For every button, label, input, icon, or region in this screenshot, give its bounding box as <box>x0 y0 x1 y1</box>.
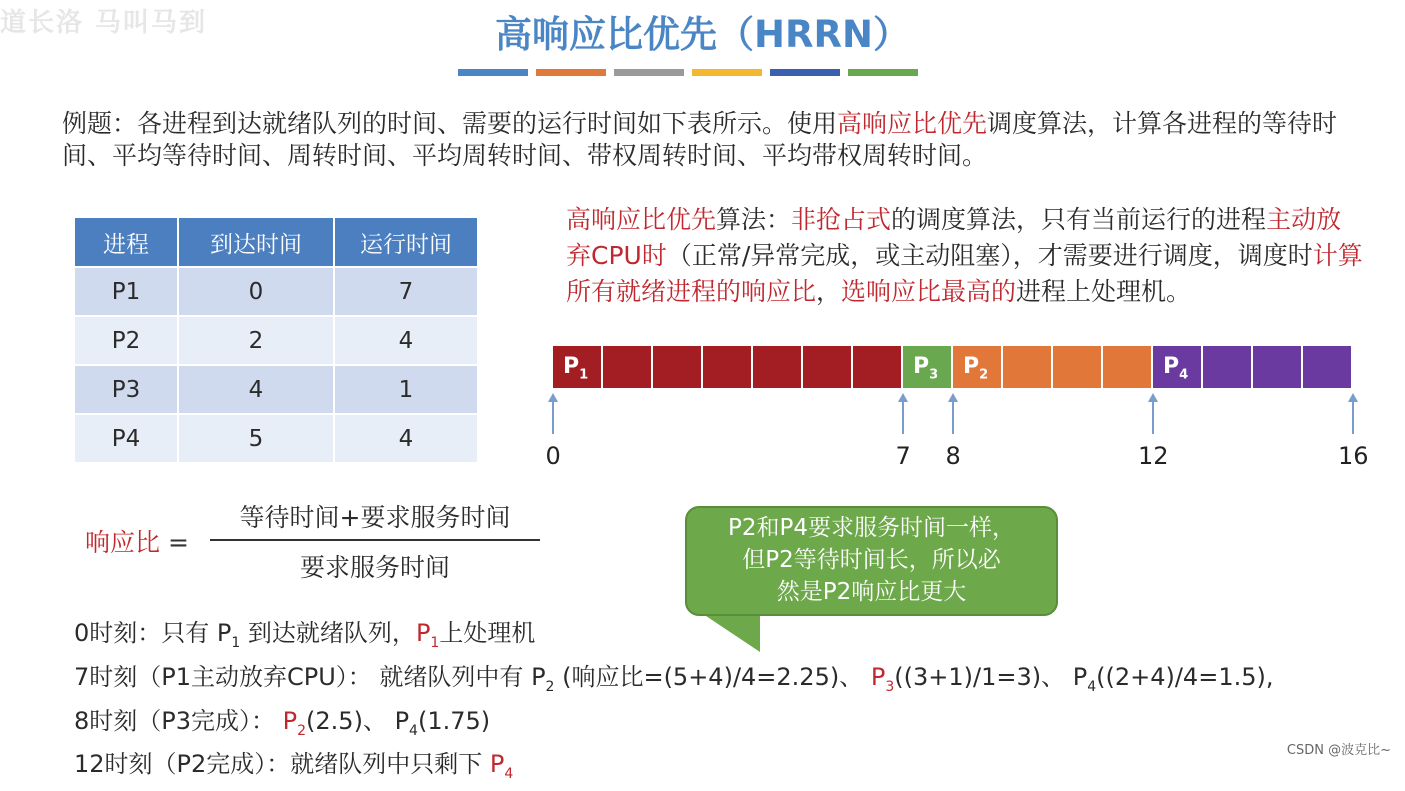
step-highlight <box>870 662 895 695</box>
cell: P1 <box>74 267 178 316</box>
gantt-cell <box>1253 346 1303 388</box>
gantt-cell <box>1103 346 1153 388</box>
gantt-label: $P_4$ <box>1163 354 1189 383</box>
gantt-label: $P_3$ <box>913 354 939 383</box>
step-highlight <box>282 706 307 739</box>
step-text: 12时刻（P2完成）：就绪队列中只剩下 <box>74 750 490 779</box>
subscript: 1 <box>430 634 440 651</box>
footer-credit: CSDN @波克比~ <box>1286 743 1391 758</box>
step-text: P <box>489 750 505 779</box>
cell: 4 <box>334 414 478 463</box>
process-table <box>73 216 479 464</box>
col-header-process: 进程 <box>74 217 178 267</box>
intro-highlight: 高响应比优先 <box>837 109 988 138</box>
table-row <box>74 365 478 414</box>
step-highlight <box>415 619 440 651</box>
desc-text: 进程上处理机。 <box>1016 277 1192 306</box>
step-7 <box>74 660 1394 704</box>
color-bar <box>614 69 684 76</box>
step-highlight <box>489 750 514 783</box>
color-bar <box>848 69 918 76</box>
time-tick-label: 16 <box>1338 442 1369 470</box>
step-text: (响应比=(5+4)/4=2.25)、 <box>554 662 871 691</box>
step-text: ((2+4)/4=1.5), <box>1096 662 1274 691</box>
fraction-line <box>210 539 540 541</box>
formula-equals: = <box>167 528 189 557</box>
col-header-arrival: 到达时间 <box>178 217 334 267</box>
page-title: 高响应比优先（HRRN） <box>495 13 910 56</box>
step-text: 0时刻：只有 P <box>74 619 232 647</box>
gantt-cell <box>803 346 853 388</box>
formula-label-text: 响应比 <box>85 528 161 557</box>
formula-numerator: 等待时间+要求服务时间 <box>239 503 511 532</box>
desc-select-highest: 选响应比最高的 <box>841 277 1017 306</box>
cell: P3 <box>74 365 178 414</box>
desc-text: 算法： <box>716 205 792 234</box>
intro-text-2: 调度算法，计算各进程的等待时间、平均等待时间、周转时间、平均周转时间、带权周转时间、平均带权周转时间。 <box>62 109 1338 170</box>
gantt-cell <box>553 346 603 388</box>
desc-compute-ratio: 计算所有就绪进程的响应比 <box>566 241 1363 306</box>
gantt-label: $P_2$ <box>963 354 989 383</box>
step-text: P <box>282 706 298 735</box>
cell: P2 <box>74 316 178 365</box>
desc-text: （正常/异常完成，或主动阻塞），才需要进行调度，调度时 <box>666 241 1313 270</box>
cell: 4 <box>334 316 478 365</box>
subscript: 3 <box>929 367 939 383</box>
formula-label <box>85 523 189 559</box>
gantt-cell <box>903 346 953 388</box>
cell: P4 <box>74 414 178 463</box>
callout-bubble <box>685 506 1058 616</box>
subscript: 2 <box>297 722 307 739</box>
subscript: 4 <box>1087 678 1097 695</box>
intro-text: 例题：各进程到达就绪队列的时间、需要的运行时间如下表所示。使用 <box>62 109 838 138</box>
time-arrow <box>1352 400 1354 434</box>
subscript: 3 <box>885 678 895 695</box>
step-text: ((3+1)/1=3)、 P <box>894 662 1088 691</box>
gantt-cell <box>853 346 903 388</box>
subscript: 4 <box>409 722 418 739</box>
intro-paragraph <box>62 108 1362 172</box>
step-text: 到达就绪队列， <box>240 619 416 647</box>
desc-nonpreemptive: 非抢占式 <box>791 205 892 234</box>
cell: 0 <box>178 267 334 316</box>
step-text: P <box>415 619 431 647</box>
step-text: (2.5)、 P <box>306 706 410 735</box>
time-tick-label: 0 <box>545 442 561 470</box>
step-text: 8时刻（P3完成）： <box>74 706 283 735</box>
time-tick-label: 12 <box>1138 442 1169 470</box>
subscript: 4 <box>504 766 514 783</box>
cell: 2 <box>178 316 334 365</box>
time-tick-label: 8 <box>945 442 961 470</box>
subscript: 1 <box>231 634 241 651</box>
gantt-cell <box>753 346 803 388</box>
algorithm-description <box>566 202 1366 310</box>
table-row <box>74 267 478 316</box>
formula-denominator: 要求服务时间 <box>299 553 450 582</box>
subscript: 4 <box>1179 367 1189 383</box>
gantt-label: $P_1$ <box>563 354 589 383</box>
color-bar <box>770 69 840 76</box>
step-text: (1.75) <box>417 706 491 735</box>
time-arrow <box>952 400 954 434</box>
gantt-cell <box>1053 346 1103 388</box>
cell: 1 <box>334 365 478 414</box>
gantt-cell <box>1203 346 1253 388</box>
desc-algo-name: 高响应比优先 <box>566 205 717 234</box>
gantt-cell <box>953 346 1003 388</box>
callout-line: 但P2等待时间长，所以必 <box>742 547 1001 573</box>
gantt-cell <box>603 346 653 388</box>
color-bar <box>536 69 606 76</box>
cell: 5 <box>178 414 334 463</box>
time-arrow <box>1152 400 1154 434</box>
subscript: 2 <box>545 678 555 695</box>
step-text: 上处理机 <box>439 619 536 647</box>
step-0 <box>74 616 1394 660</box>
step-8 <box>74 704 1394 748</box>
cell: 7 <box>334 267 478 316</box>
table-row <box>74 316 478 365</box>
desc-release-cpu: 主动放弃CPU时 <box>566 205 1342 270</box>
table-row <box>74 414 478 463</box>
gantt-cell <box>1003 346 1053 388</box>
time-arrow <box>902 400 904 434</box>
col-header-runtime: 运行时间 <box>334 217 478 267</box>
gantt-cell <box>1303 346 1353 388</box>
desc-text: ， <box>816 277 842 306</box>
callout-line: 然是P2响应比更大 <box>776 579 967 605</box>
watermark: 道长洛 马叫马到 <box>0 8 208 38</box>
gantt-cell <box>1153 346 1203 388</box>
step-text: 7时刻（P1主动放弃CPU）： 就绪队列中有 P <box>74 662 546 691</box>
gantt-chart <box>553 346 1353 388</box>
step-list <box>74 616 1394 791</box>
desc-text: 的调度算法，只有当前运行的进程 <box>891 205 1267 234</box>
gantt-cell <box>703 346 753 388</box>
subscript: 1 <box>579 367 589 383</box>
cell: 4 <box>178 365 334 414</box>
callout-line: P2和P4要求服务时间一样， <box>727 515 1015 541</box>
color-bar <box>458 69 528 76</box>
title-color-bars <box>458 69 918 76</box>
time-tick-label: 7 <box>895 442 911 470</box>
color-bar <box>692 69 762 76</box>
step-text: P <box>870 662 886 691</box>
step-12 <box>74 747 1394 791</box>
subscript: 2 <box>979 367 989 383</box>
gantt-cell <box>653 346 703 388</box>
time-arrow <box>552 400 554 434</box>
